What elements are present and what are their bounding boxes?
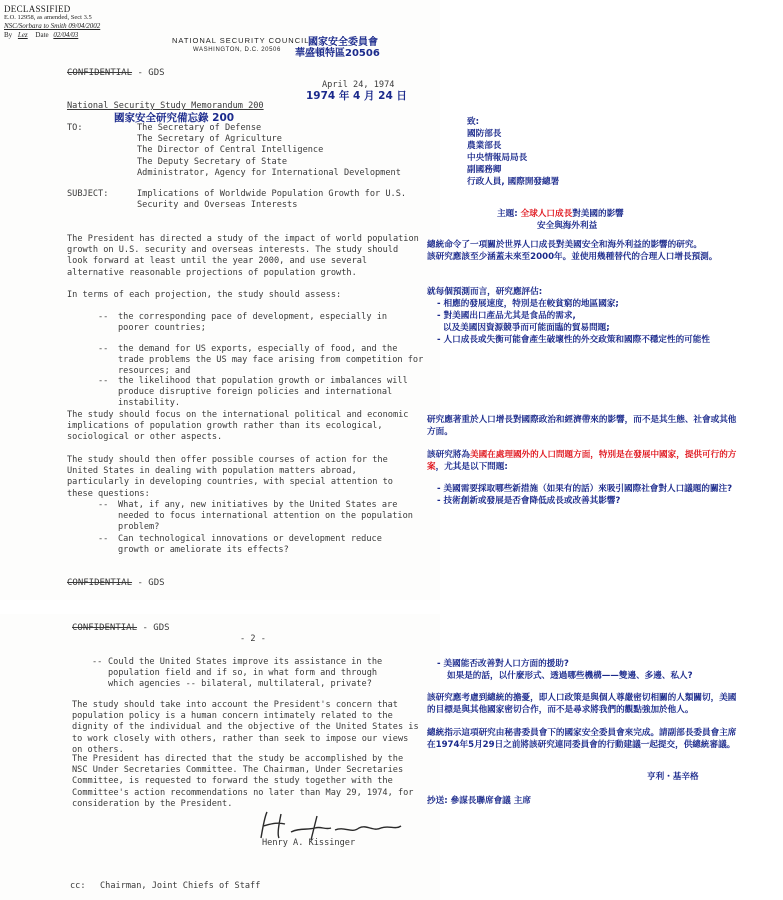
classification-page2: CONFIDENTIAL - GDS xyxy=(72,623,170,633)
recipient: The Director of Central Intelligence xyxy=(137,145,324,156)
question-3-zh: - 美國能否改善對人口方面的援助? xyxy=(437,659,569,669)
para-5-zh: 該研究應考慮到總統的擔憂，即人口政策是與個人尊嚴密切相關的人類關切，美國 xyxy=(427,693,737,703)
para-1-zh-2: 該研究應該至少涵蓋未來至2000年。並使用幾種替代的合理人口增長預測。 xyxy=(427,252,718,262)
declassified-eo: E.O. 12958, as amended, Sect 3.5 xyxy=(4,14,92,21)
question-item: What, if any, new initiatives by the United States are needed to focus international attention on the population problem? xyxy=(118,500,413,533)
recipient: Administrator, Agency for International Development xyxy=(137,167,401,178)
assess-dash: -- xyxy=(98,344,109,354)
recipient: The Deputy Secretary of State xyxy=(137,156,288,167)
question-item: Can technological innovations or development reduce growth or ameliorate its effects? xyxy=(118,534,382,556)
para-3-zh-2: 方面。 xyxy=(427,427,453,437)
letterhead-address-zh: 華盛頓特區20506 xyxy=(295,48,380,59)
classification-footer: CONFIDENTIAL - GDS xyxy=(67,578,165,588)
question-zh: - 技術創新或發展是否會降低成長或改善其影響? xyxy=(437,496,621,506)
assess-item-zh: - 相應的發展速度，特別是在較貧窮的地區國家; xyxy=(437,299,619,309)
para-3: The study should focus on the international political and economic implications of population growth rather than its ecological, sociological or other aspects. xyxy=(67,410,409,443)
to-recipients xyxy=(137,123,401,179)
para-6-zh: 總統指示這項研究由秘書委員會下的國家安全委員會來完成。請副部長委員會主席 xyxy=(427,728,737,738)
memo-title-zh: 國家安全研究備忘錄 200 xyxy=(114,112,235,124)
assess-item-zh: - 人口成長或失衡可能會產生破壞性的外交政策和國際不穩定性的可能性 xyxy=(437,335,710,345)
letterhead-address: WASHINGTON, D.C. 20506 xyxy=(193,47,281,53)
to-label: TO: xyxy=(67,123,83,133)
assess-item: the likelihood that population growth or imbalances will produce disruptive foreign policies and international instability. xyxy=(118,376,408,409)
letterhead-nsc: NATIONAL SECURITY COUNCIL xyxy=(172,36,310,45)
assess-item: the corresponding pace of development, especially in poorer countries; xyxy=(118,312,388,334)
subject-zh: 主題: 全球人口成長對美國的影響 xyxy=(497,209,624,219)
signer-zh: 亨利・基辛格 xyxy=(647,772,699,782)
para-3-zh: 研究應著重於人口增長對國際政治和經濟帶來的影響，而不是其生態、社會或其他 xyxy=(427,415,737,425)
para-4-zh-2: 案，尤其是以下問題: xyxy=(427,462,508,472)
assess-item: the demand for US exports, especially of food, and the trade problems the US may face arising from competition for resources; and xyxy=(118,344,424,377)
letterhead-nsc-zh: 國家安全委員會 xyxy=(308,37,378,48)
para-5: The study should take into account the President's concern that population policy is a human concern intimately related to the dignity of the individual and the objective of the United States is to work closely with others, rather than seek to impose our views on others. xyxy=(72,700,419,755)
para-2: In terms of each projection, the study should assess: xyxy=(67,290,342,300)
para-5-zh-2: 的目標是與其他國家密切合作，而不是尋求將我們的觀點強加於他人。 xyxy=(427,705,694,715)
para-1: The President has directed a study of the impact of world population growth on U.S. security and overseas interests. The study should look forward at least until the year 2000, and use several alternative reasonable projections of population growth. xyxy=(67,234,419,278)
subject-zh-line2: 安全與海外利益 xyxy=(537,221,598,231)
cc-label: cc: xyxy=(70,881,86,891)
classification-header: CONFIDENTIAL - GDS xyxy=(67,68,165,78)
recipient-zh: 行政人員, 國際開發總署 xyxy=(467,177,560,187)
declassified-title: DECLASSIFIED xyxy=(4,4,71,14)
memo-title: National Security Study Memorandum 200 xyxy=(67,101,264,111)
subject-text: Implications of Worldwide Population Growth for U.S. Security and Overseas Interests xyxy=(137,189,407,211)
recipient-zh: 國防部長 xyxy=(467,129,502,139)
question-zh: - 美國需要採取哪些新措施（如果有的話）來吸引國際社會對人口議題的關注? xyxy=(437,484,733,494)
question-dash: -- xyxy=(98,500,109,510)
assess-dash: -- xyxy=(98,376,109,386)
page-number: - 2 - xyxy=(240,634,266,644)
question-dash: -- xyxy=(92,657,103,667)
para-1-zh: 總統命令了一項關於世界人口成長對美國安全和海外利益的影響的研究。 xyxy=(427,240,703,250)
para-4: The study should then offer possible courses of action for the United States in dealing with population matters abroad, particularly in developing countries, with special attention to these questions: xyxy=(67,455,393,499)
assess-dash: -- xyxy=(98,312,109,322)
declassified-stamp: DECLASSIFIED E.O. 12958, as amended, Sect 3.5 NSC/Sorbara to Smith 09/04/2002 By Lez Date 02/04/03 xyxy=(4,4,164,40)
declassified-ref: NSC/Sorbara to Smith 09/04/2002 xyxy=(4,22,101,30)
memo-date-zh: 1974 年 4 月 24 日 xyxy=(306,90,407,102)
recipient-zh: 中央情報局局長 xyxy=(467,153,528,163)
para-4-zh: 該研究將為美國在處理國外的人口問題方面，特別是在發展中國家，提供可行的方 xyxy=(427,450,737,460)
assess-item-zh: - 對美國出口產品尤其是食品的需求, xyxy=(437,311,576,321)
signer-name: Henry A. Kissinger xyxy=(262,838,356,848)
assess-item-zh: 以及美國因資源競爭而可能面臨的貿易問題; xyxy=(437,323,610,333)
recipient: The Secretary of Defense xyxy=(137,123,262,133)
para-6-zh-2: 在1974年5月29日之前將該研究連同委員會的行動建議一起提交，供總統審議。 xyxy=(427,740,736,750)
question-dash: -- xyxy=(98,534,109,544)
question-item: Could the United States improve its assistance in the population field and if so, in what form and through which agencies -- bilateral, multilateral, private? xyxy=(108,657,383,690)
subject-label: SUBJECT: xyxy=(67,189,109,199)
para-6: The President has directed that the study be accomplished by the NSC Under Secretaries Committee. The Chairman, Under Secretaries Committee, is requested to forward the study together with the Committee's action recommendations no later than May 29, 1974, for consideration by the President. xyxy=(72,754,414,809)
cc-zh: 抄送: 參謀長聯席會議 主席 xyxy=(427,796,531,806)
recipient: The Secretary of Agriculture xyxy=(137,134,282,145)
cc-value: Chairman, Joint Chiefs of Staff xyxy=(100,881,261,891)
memo-date: April 24, 1974 xyxy=(322,80,395,90)
to-label-zh: 致: xyxy=(467,117,480,127)
question-3-zh-2: 如果是的話，以什麼形式、透過哪些機構——雙邊、多邊、私人? xyxy=(447,671,693,681)
recipient-zh: 副國務卿 xyxy=(467,165,502,175)
para-2-zh: 就每個預測而言，研究應評估: xyxy=(427,287,543,297)
recipient-zh: 農業部長 xyxy=(467,141,502,151)
